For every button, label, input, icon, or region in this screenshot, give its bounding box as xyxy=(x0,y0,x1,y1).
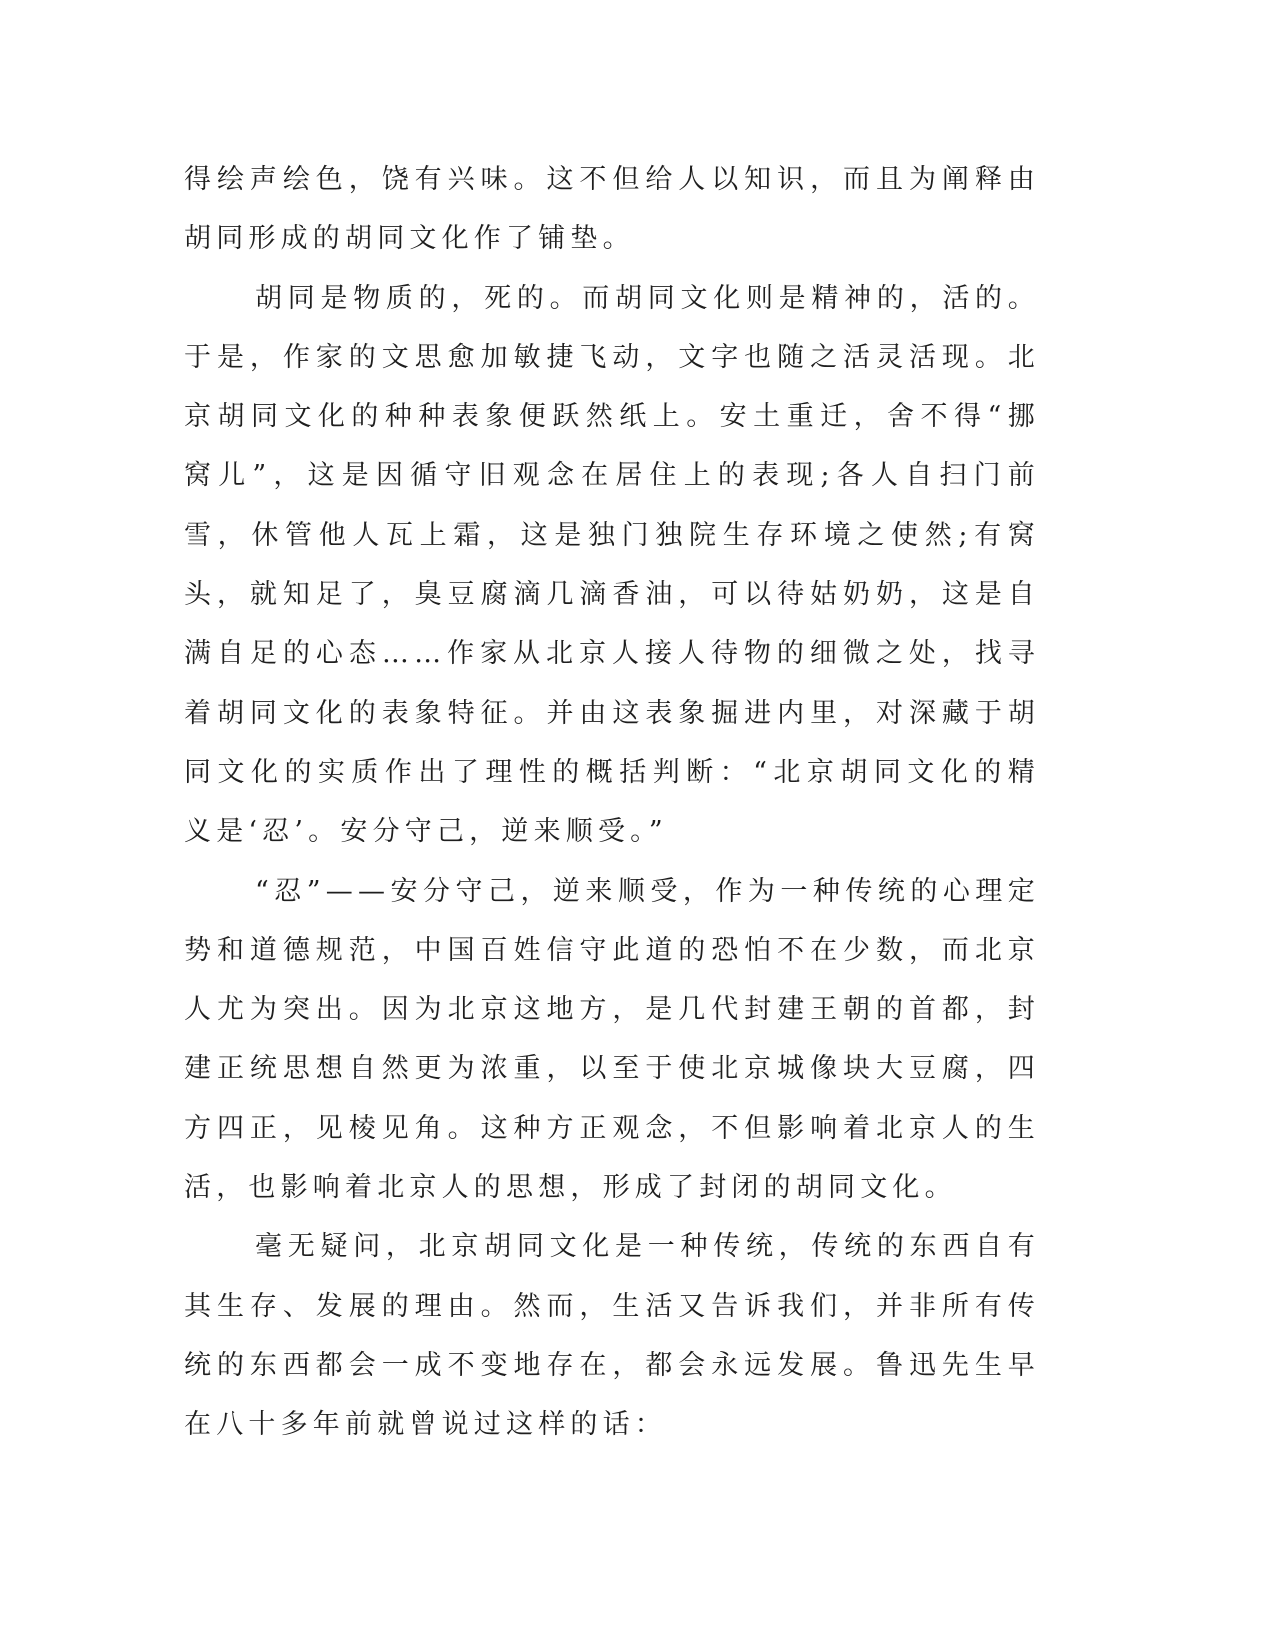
paragraph-continuation: 得绘声绘色，饶有兴味。这不但给人以知识，而且为阐释由胡同形成的胡同文化作了铺垫。 xyxy=(184,164,1040,255)
paragraph-hutong-spirit: 胡同是物质的，死的。而胡同文化则是精神的，活的。于是，作家的文思愈加敏捷飞动，文字也随之活灵活现。北京胡同文化的种种表象便跃然纸上。安土重迁，舍不得“挪窝儿”，这是因循守旧观念在居住上的表现;各人自扫门前雪，休管他人瓦上霜，这是独门独院生存环境之使然;有窝头，就知足了，臭豆腐滴几滴香油，可以待姑奶奶，这是自满自足的心态……作家从北京人接人待物的细微之处，找寻着胡同文化的表象特征。并由这表象掘进内里，对深藏于胡同文化的实质作出了理性的概括判断：“北京胡同文化的精义是‘忍’。安分守己，逆来顺受。” xyxy=(184,282,1040,848)
paragraph-tradition: 毫无疑问，北京胡同文化是一种传统，传统的东西自有其生存、发展的理由。然而，生活又告诉我们，并非所有传统的东西都会一成不变地存在，都会永远发展。鲁迅先生早在八十多年前就曾说过这样的话： xyxy=(184,1231,1040,1441)
paragraph-forbearance: “忍”——安分守己，逆来顺受，作为一种传统的心理定势和道德规范，中国百姓信守此道的恐怕不在少数，而北京人尤为突出。因为北京这地方，是几代封建王朝的首都，封建正统思想自然更为浓重，以至于使北京城像块大豆腐，四方四正，见棱见角。这种方正观念，不但影响着北京人的生活，也影响着北京人的思想，形成了封闭的胡同文化。 xyxy=(184,875,1040,1204)
document-page xyxy=(184,150,1040,1455)
